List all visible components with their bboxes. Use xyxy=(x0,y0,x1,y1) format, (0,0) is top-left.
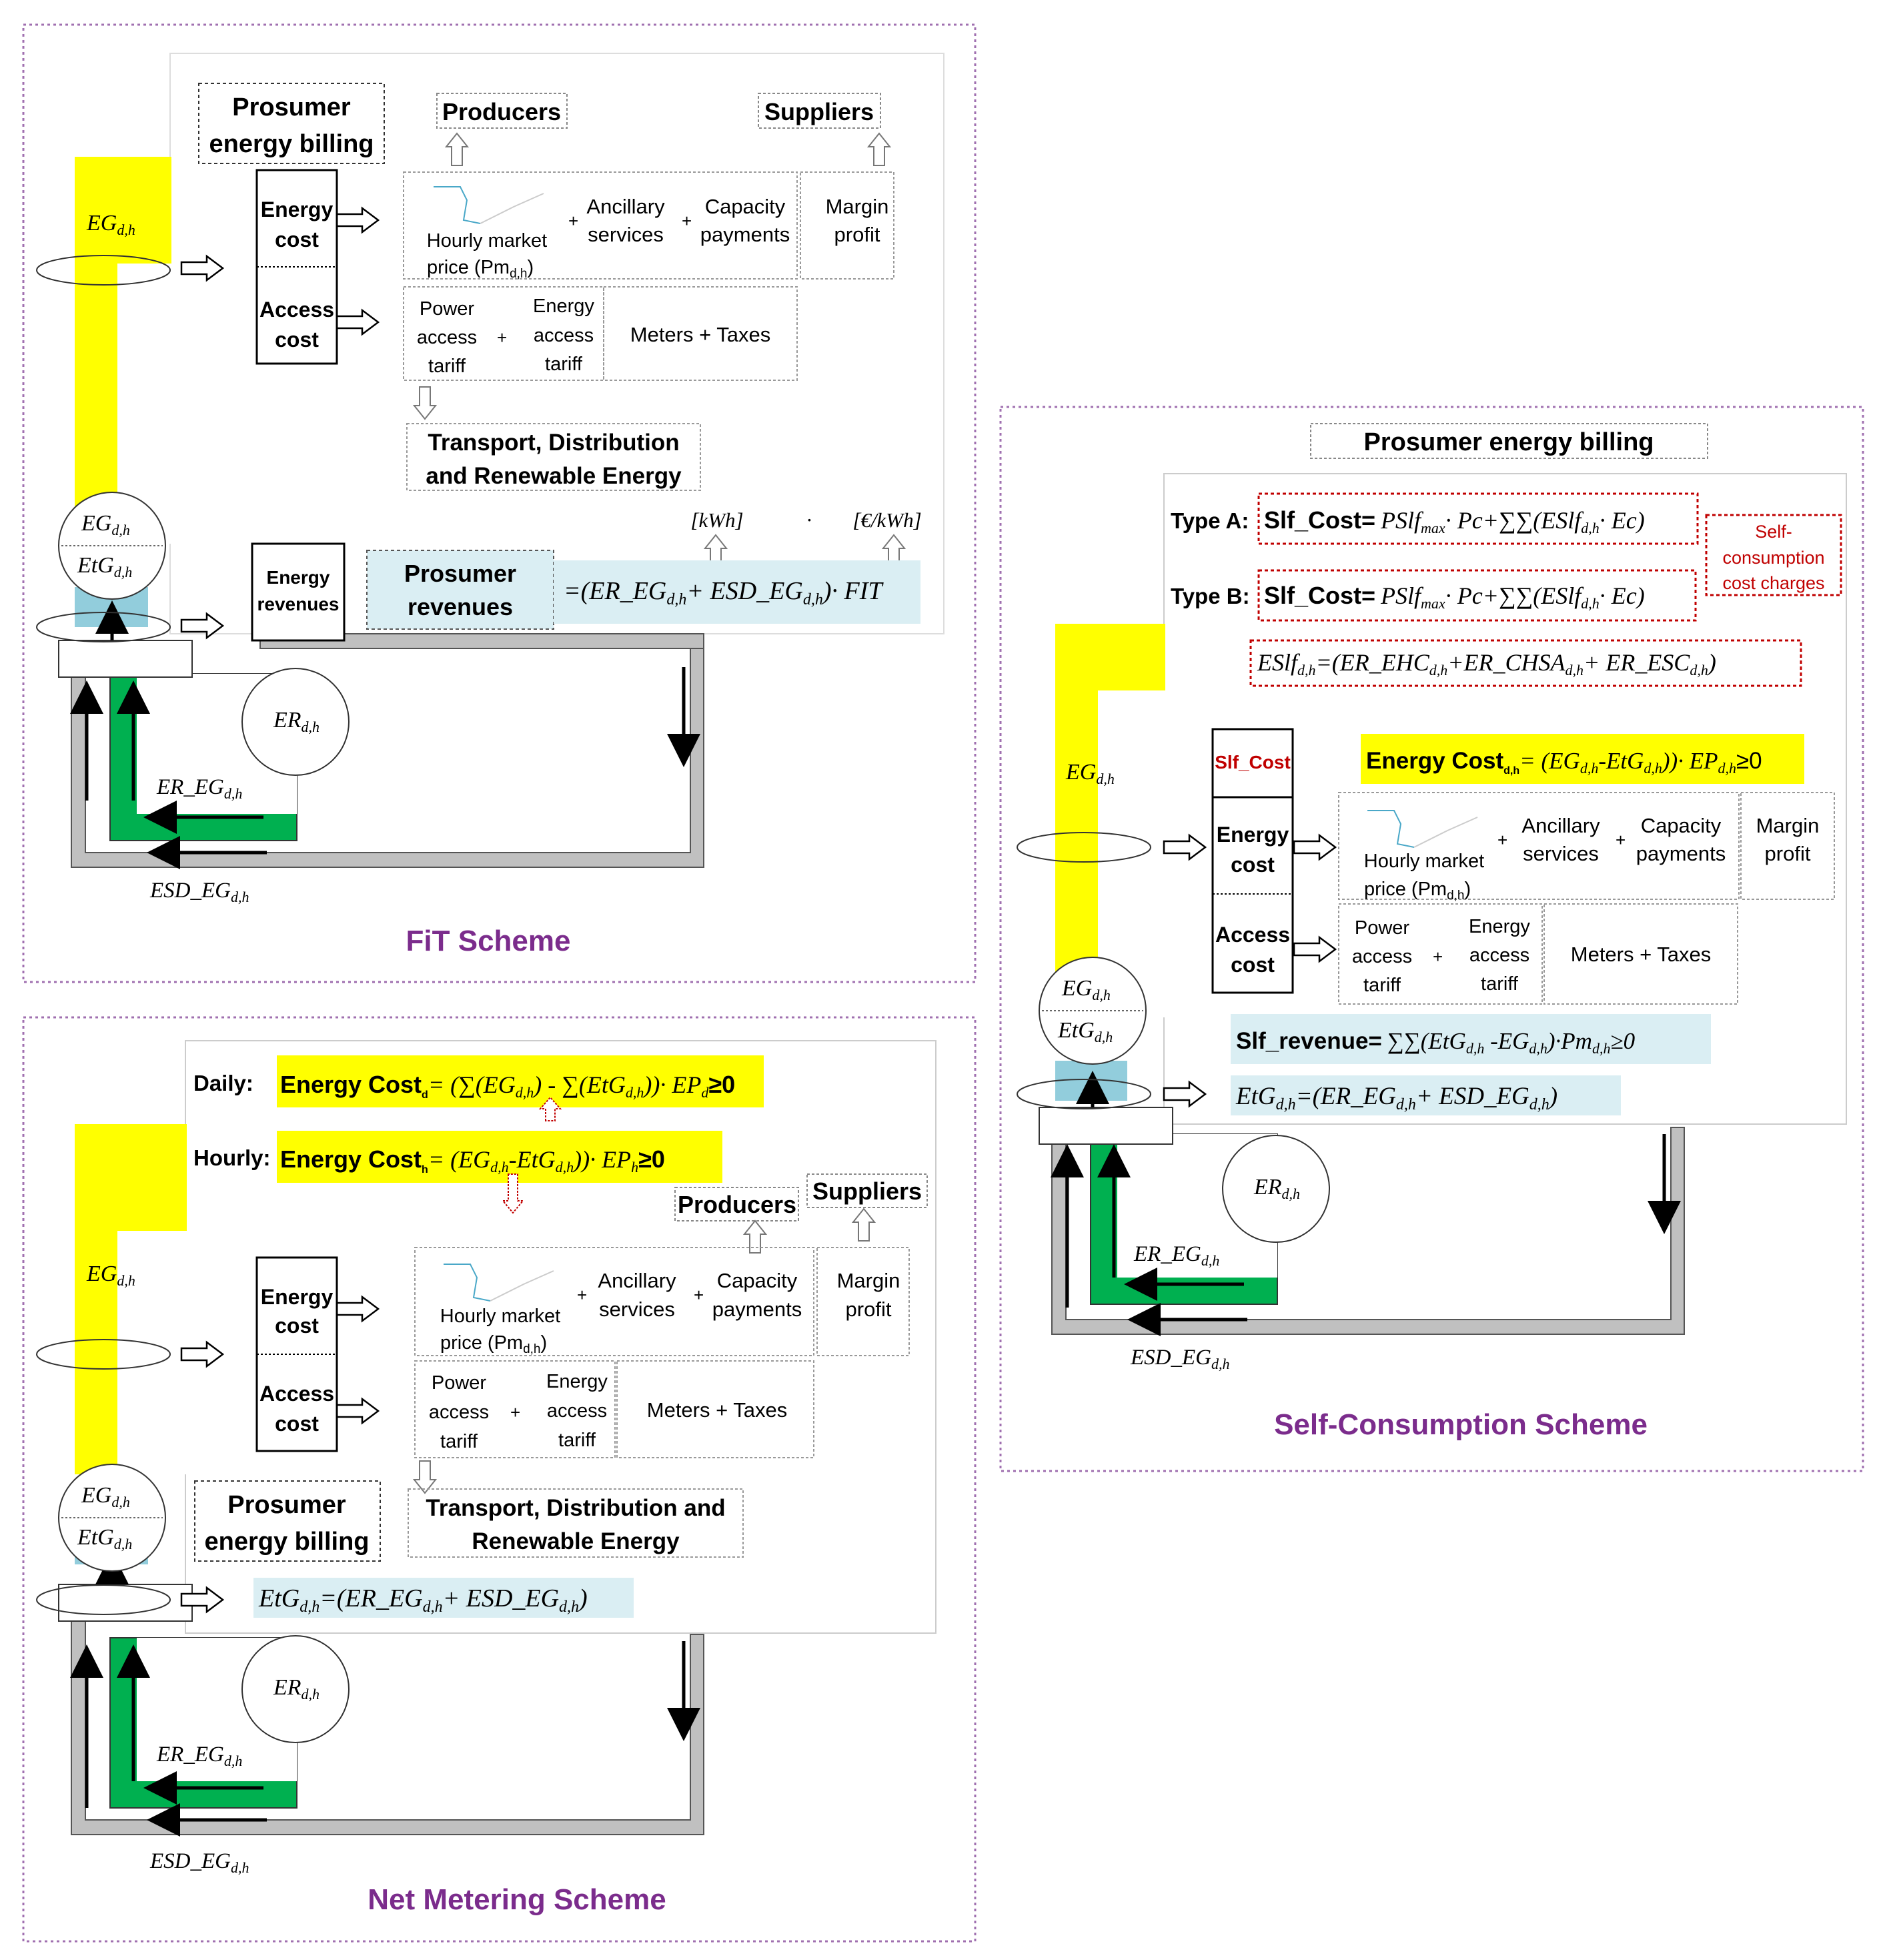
self-hourly-l2: price $(Pm_{d,h})$ xyxy=(1364,879,1471,903)
fit-meters-taxes: Meters + Taxes xyxy=(630,323,771,346)
self-margin-l1: Margin xyxy=(1756,814,1820,837)
self-meter-eg: $EG_{d,h}$ xyxy=(1062,976,1111,1003)
net-meter-eg: $EG_{d,h}$ xyxy=(81,1483,130,1510)
self-hourly-l1: Hourly market xyxy=(1363,851,1485,872)
fit-yellow-top xyxy=(75,157,171,264)
fit-power-l1: Power xyxy=(419,298,475,320)
net-er-eg: $ER\_EG_{d,h}$ xyxy=(157,1743,243,1769)
net-hourly-l2: price $(Pm_{d,h})$ xyxy=(440,1332,548,1356)
net-eg-label: $EG_{d,h}$ xyxy=(87,1262,135,1289)
fit-energy-access-l2: access xyxy=(533,325,594,346)
net-capacity-l1: Capacity xyxy=(716,1269,798,1292)
net-energy-cost-l2: cost xyxy=(275,1314,319,1338)
self-slf-cost-box-label: Slf_Cost xyxy=(1215,752,1291,773)
net-plus-1: + xyxy=(577,1285,588,1305)
fit-prosumer-rev-l2: revenues xyxy=(407,593,514,620)
fit-meter-eg: $EG_{d,h}$ xyxy=(81,511,130,538)
fit-meter-etg: EtG$_{d,h}$ xyxy=(77,553,133,580)
fit-unit-eur: [€/kWh] xyxy=(852,508,922,532)
net-esd-eg: $ESD\_EG_{d,h}$ xyxy=(150,1849,249,1876)
fit-access-cost-l2: cost xyxy=(275,328,319,352)
net-access-cost-l2: cost xyxy=(275,1412,319,1436)
fit-energy-cost-l1: Energy xyxy=(260,197,334,221)
net-etg-formula: $EtG_{d,h}=(ER\_EG_{d,h}+$ $ESD\_EG_{d,h}$) xyxy=(259,1584,588,1616)
self-etg-formula: $EtG_{d,h}=(ER\_EG_{d,h}+$ $ESD\_EG_{d,h}$) xyxy=(1236,1083,1558,1113)
self-revenue-formula: Slf_revenue= ∑∑(EtG$_{d,h}$ $-EG_{d,h})\cdot Pm_{d,h}\ge 0$ xyxy=(1236,1028,1636,1057)
self-energy-cost-formula: Energy Cost$_{d,h}$= $(EG_{d,h}-EtG_{d,h}))\cdot EP_{d,h}\ge 0$ xyxy=(1366,748,1762,777)
self-typeB-label: Type B: xyxy=(1171,584,1250,608)
net-transport-l2: Renewable Energy xyxy=(472,1528,680,1554)
self-scheme xyxy=(1001,407,1863,1471)
net-daily-label: Daily: xyxy=(193,1071,253,1095)
self-access-cost-l2: cost xyxy=(1231,953,1275,977)
net-meters-taxes: Meters + Taxes xyxy=(646,1398,788,1422)
self-plus-1: + xyxy=(1497,830,1508,850)
fit-energy-revenues-l1: Energy xyxy=(266,567,330,588)
fit-er-label: $ER_{d,h}$ xyxy=(273,708,320,735)
fit-billing-l1: Prosumer xyxy=(232,93,351,121)
self-energy-access-l3: tariff xyxy=(1481,973,1518,995)
net-plus-3: + xyxy=(510,1402,521,1422)
self-power-l2: access xyxy=(1351,946,1413,967)
self-meters-taxes: Meters + Taxes xyxy=(1570,943,1712,966)
fit-suppliers: Suppliers xyxy=(764,98,874,125)
fit-eg-label: $EG_{d,h}$ xyxy=(87,211,135,238)
fit-transport-l2: and Renewable Energy xyxy=(426,463,682,489)
net-yellow-top xyxy=(75,1124,187,1231)
net-suppliers: Suppliers xyxy=(812,1177,922,1205)
net-margin-l1: Margin xyxy=(836,1269,900,1292)
net-title: Net Metering Scheme xyxy=(368,1883,666,1916)
self-capacity-l2: payments xyxy=(1636,842,1726,865)
net-energy-cost-l1: Energy xyxy=(260,1285,334,1309)
fit-capacity-l2: payments xyxy=(700,223,790,246)
self-charges-l3: cost charges xyxy=(1722,573,1825,593)
fit-energy-cost-l2: cost xyxy=(275,227,319,252)
net-power-l2: access xyxy=(428,1402,490,1423)
fit-unit-kwh: [kWh] xyxy=(690,508,744,532)
self-eslf-formula: ESlfd,h=(ER_EHCd,h+ER_CHSAd,h+ ER_ESCd,h) xyxy=(1257,649,1716,678)
fit-unit-dot: · xyxy=(806,508,812,532)
self-charges-l1: Self- xyxy=(1755,522,1792,542)
self-charges-l2: consumption xyxy=(1722,548,1825,568)
fit-revenue-box xyxy=(252,544,344,640)
fit-white-box xyxy=(59,640,192,677)
fit-producers: Producers xyxy=(442,98,562,125)
fit-scheme xyxy=(23,25,975,982)
net-transport-l1: Transport, Distribution and xyxy=(426,1495,726,1521)
net-ancillary-l1: Ancillary xyxy=(598,1269,676,1292)
net-margin-l2: profit xyxy=(845,1298,892,1321)
fit-power-l3: tariff xyxy=(428,356,466,377)
self-ancillary-l2: services xyxy=(1523,842,1599,865)
net-ancillary-l2: services xyxy=(599,1298,675,1321)
self-power-l1: Power xyxy=(1354,917,1410,939)
net-billing-l2: energy billing xyxy=(204,1528,370,1556)
self-er-label: $ER_{d,h}$ xyxy=(1254,1175,1301,1202)
net-white-cutout xyxy=(117,1231,187,1474)
net-capacity-l2: payments xyxy=(712,1298,802,1321)
net-daily-formula: Energy Cost$_d$= (∑(EGd,h) - ∑(EtGd,h))· EPd≥0 xyxy=(280,1071,736,1101)
fit-energy-access-l1: Energy xyxy=(533,296,594,317)
fit-capacity-l1: Capacity xyxy=(704,195,786,218)
self-white-box xyxy=(1039,1107,1173,1144)
self-ancillary-l1: Ancillary xyxy=(1521,814,1600,837)
self-title: Self-Consumption Scheme xyxy=(1274,1408,1648,1441)
self-energy-access-l1: Energy xyxy=(1469,916,1530,937)
net-energy-access-l2: access xyxy=(546,1400,608,1422)
fit-title: FiT Scheme xyxy=(406,925,571,957)
fit-billing-l2: energy billing xyxy=(209,130,374,158)
fit-plus-3: + xyxy=(497,328,508,348)
self-plus-2: + xyxy=(1616,830,1626,850)
fit-energy-access-l3: tariff xyxy=(545,354,582,375)
self-eg-label: $EG_{d,h}$ xyxy=(1066,760,1115,787)
fit-plus-1: + xyxy=(568,211,579,231)
self-access-cost-l1: Access xyxy=(1215,923,1291,947)
self-energy-cost-l1: Energy xyxy=(1216,823,1289,847)
fit-hourly-l2: price $(Pm_{d,h})$ xyxy=(427,257,534,281)
fit-ancillary-l2: services xyxy=(588,223,664,246)
net-access-cost-l1: Access xyxy=(259,1382,335,1406)
self-energy-cost-l2: cost xyxy=(1231,853,1275,877)
self-capacity-l1: Capacity xyxy=(1640,814,1722,837)
net-er-label: $ER_{d,h}$ xyxy=(273,1675,320,1702)
self-margin-l2: profit xyxy=(1764,842,1811,865)
net-meter-etg: EtG$_{d,h}$ xyxy=(77,1525,133,1552)
net-plus-2: + xyxy=(694,1285,704,1305)
fit-power-l2: access xyxy=(416,327,478,348)
fit-energy-revenues-l2: revenues xyxy=(257,594,340,614)
fit-ancillary-l1: Ancillary xyxy=(586,195,665,218)
self-plus-3: + xyxy=(1433,947,1443,967)
net-scheme xyxy=(23,1017,975,1941)
self-typeB-formula: Slf_Cost= PSlfmax· Pc+∑∑(ESlfd,h· Ec) xyxy=(1264,582,1645,612)
net-power-l1: Power xyxy=(431,1372,487,1394)
net-hourly-formula: Energy Cost$_h$= (EGd,h-EtGd,h))· EPh≥0 xyxy=(280,1145,665,1175)
net-white-box xyxy=(59,1584,192,1621)
fit-er-eg: $ER\_EG_{d,h}$ xyxy=(157,775,243,802)
net-hourly-l1: Hourly market xyxy=(440,1306,561,1327)
self-yellow-top xyxy=(1055,624,1165,690)
fit-margin-l2: profit xyxy=(834,223,880,246)
fit-access-cost-l1: Access xyxy=(259,298,335,322)
self-billing: Prosumer energy billing xyxy=(1363,428,1654,456)
fit-formula: $=(ER\_EG_{d,h}+$ $ESD\_EG_{d,h})\cdot$ FIT xyxy=(564,577,882,608)
net-producers: Producers xyxy=(677,1191,797,1218)
net-billing-l1: Prosumer xyxy=(227,1491,346,1519)
net-hourly-label: Hourly: xyxy=(193,1145,271,1170)
net-energy-access-l3: tariff xyxy=(558,1430,596,1451)
net-energy-access-l1: Energy xyxy=(546,1371,608,1392)
net-power-l3: tariff xyxy=(440,1431,478,1452)
fit-esd-eg: $ESD\_EG_{d,h}$ xyxy=(150,879,249,905)
self-esd-eg: $ESD\_EG_{d,h}$ xyxy=(1131,1346,1230,1372)
self-typeA-label: Type A: xyxy=(1171,508,1249,533)
self-meter-etg: EtG$_{d,h}$ xyxy=(1058,1018,1113,1045)
fit-margin-l1: Margin xyxy=(825,195,889,218)
fit-transport-l1: Transport, Distribution xyxy=(428,430,680,456)
fit-prosumer-rev-l1: Prosumer xyxy=(404,560,517,587)
self-energy-access-l2: access xyxy=(1469,945,1530,966)
fit-plus-2: + xyxy=(682,211,692,231)
self-power-l3: tariff xyxy=(1363,975,1401,996)
self-er-eg: $ER\_EG_{d,h}$ xyxy=(1134,1242,1220,1269)
self-typeA-formula: Slf_Cost= PSlfmax· Pc+∑∑(ESlfd,h· Ec) xyxy=(1264,506,1645,536)
fit-hourly-l1: Hourly market xyxy=(426,230,548,252)
